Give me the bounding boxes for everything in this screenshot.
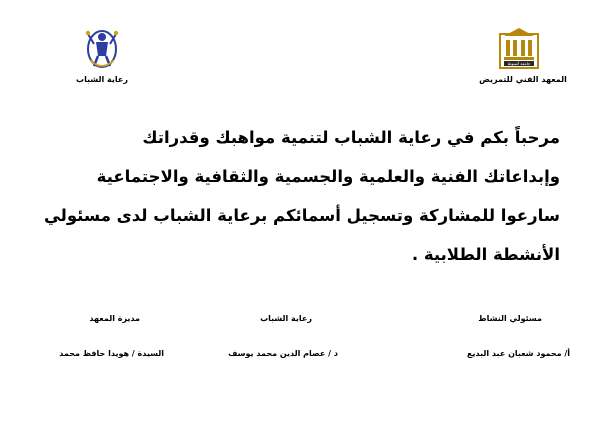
- message-line: سارعوا للمشاركة وتسجيل أسمائكم برعاية الشباب لدى مسئولي: [43, 206, 560, 225]
- university-logo-icon: [494, 26, 544, 72]
- signature-titles: [0, 314, 600, 330]
- signature-title: مديرة المعهد: [89, 314, 140, 323]
- signature-title: رعاية الشباب: [260, 314, 312, 323]
- announcement-text: [40, 118, 560, 274]
- youth-care-logo-icon: [74, 22, 130, 74]
- institute-caption: المعهد الفني للتمريض: [479, 75, 567, 84]
- signature-title: مسئولي النشاط: [478, 314, 542, 323]
- svg-text:جامعة أسيوط: جامعة أسيوط: [507, 61, 531, 67]
- message-line: الأنشطة الطلابية .: [411, 245, 560, 264]
- signature-name: أ/ محمود شعبان عبد البديع: [467, 349, 570, 358]
- signature-name: السيدة / هويدا حافظ محمد: [59, 349, 164, 358]
- signature-names: [0, 349, 600, 365]
- message-line: مرحباً بكم في رعاية الشباب لتنمية مواهبك وقدراتك: [142, 128, 560, 147]
- youth-care-caption: رعاية الشباب: [76, 75, 128, 84]
- message-line: وإبداعاتك الفنية والعلمية والجسمية والثقافية والاجتماعية: [96, 167, 560, 186]
- signature-name: د / عصام الدين محمد يوسف: [228, 349, 338, 358]
